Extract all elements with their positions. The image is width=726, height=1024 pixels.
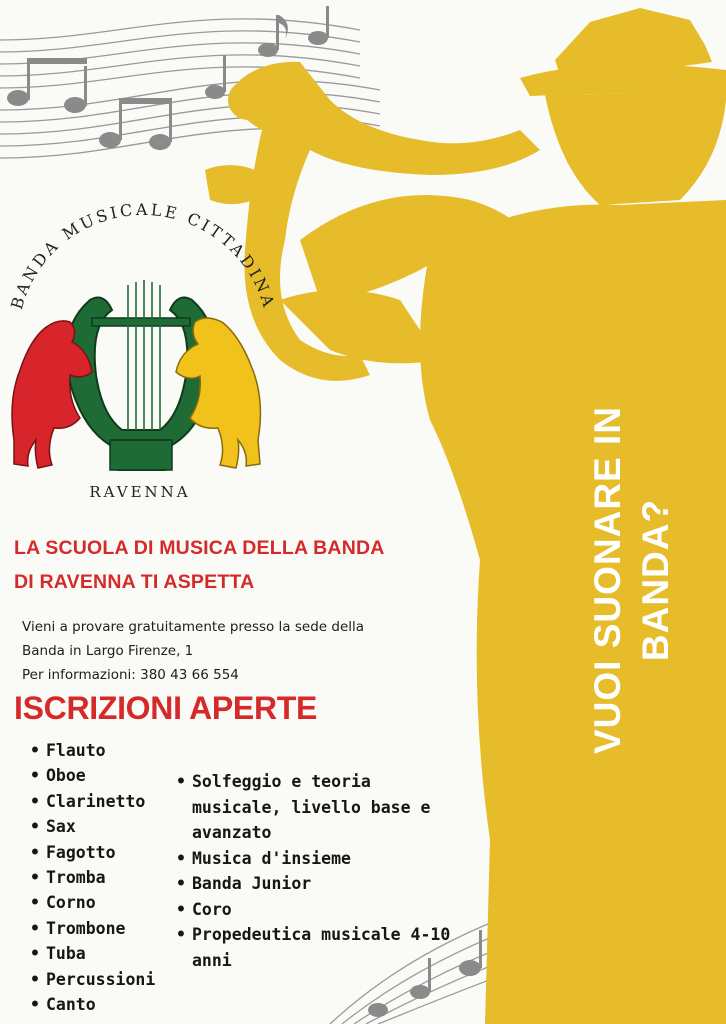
logo-city-text: RAVENNA xyxy=(89,483,191,501)
logo-arc-text: BANDA MUSICALE CITTADINA xyxy=(6,199,280,312)
list-item: • Musica d'insieme xyxy=(176,846,466,872)
list-item: • Solfeggio e teoria musicale, livello base e avanzato xyxy=(176,769,466,846)
list-item: • Clarinetto xyxy=(30,789,155,814)
list-item: • Trombone xyxy=(30,916,155,941)
instrument-list xyxy=(30,738,155,1017)
list-item: • Sax xyxy=(30,814,155,839)
list-item: • Canto xyxy=(30,992,155,1017)
list-item: • Fagotto xyxy=(30,840,155,865)
list-item: • Coro xyxy=(176,897,466,923)
vertical-title-line1: VUOI SUONARE IN xyxy=(587,405,628,755)
info-contact: Per informazioni: 380 43 66 554 xyxy=(22,667,239,683)
list-item: • Flauto xyxy=(30,738,155,763)
headline-line1: LA SCUOLA DI MUSICA DELLA BANDA xyxy=(14,537,385,559)
list-item: • Corno xyxy=(30,890,155,915)
info-line2: Banda in Largo Firenze, 1 xyxy=(22,643,194,659)
course-list xyxy=(176,769,466,973)
vertical-title xyxy=(584,406,680,754)
list-item: • Oboe xyxy=(30,763,155,788)
vertical-title-line2: BANDA? xyxy=(635,498,676,662)
list-item: • Banda Junior xyxy=(176,871,466,897)
enrollment-heading: ISCRIZIONI APERTE xyxy=(14,690,318,726)
list-item: • Tromba xyxy=(30,865,155,890)
list-item: • Propedeutica musicale 4-10 anni xyxy=(176,922,466,973)
headline-line2: DI RAVENNA TI ASPETTA xyxy=(14,571,255,593)
list-item: • Tuba xyxy=(30,941,155,966)
list-item: • Percussioni xyxy=(30,967,155,992)
info-line1: Vieni a provare gratuitamente presso la sede della xyxy=(22,619,365,635)
